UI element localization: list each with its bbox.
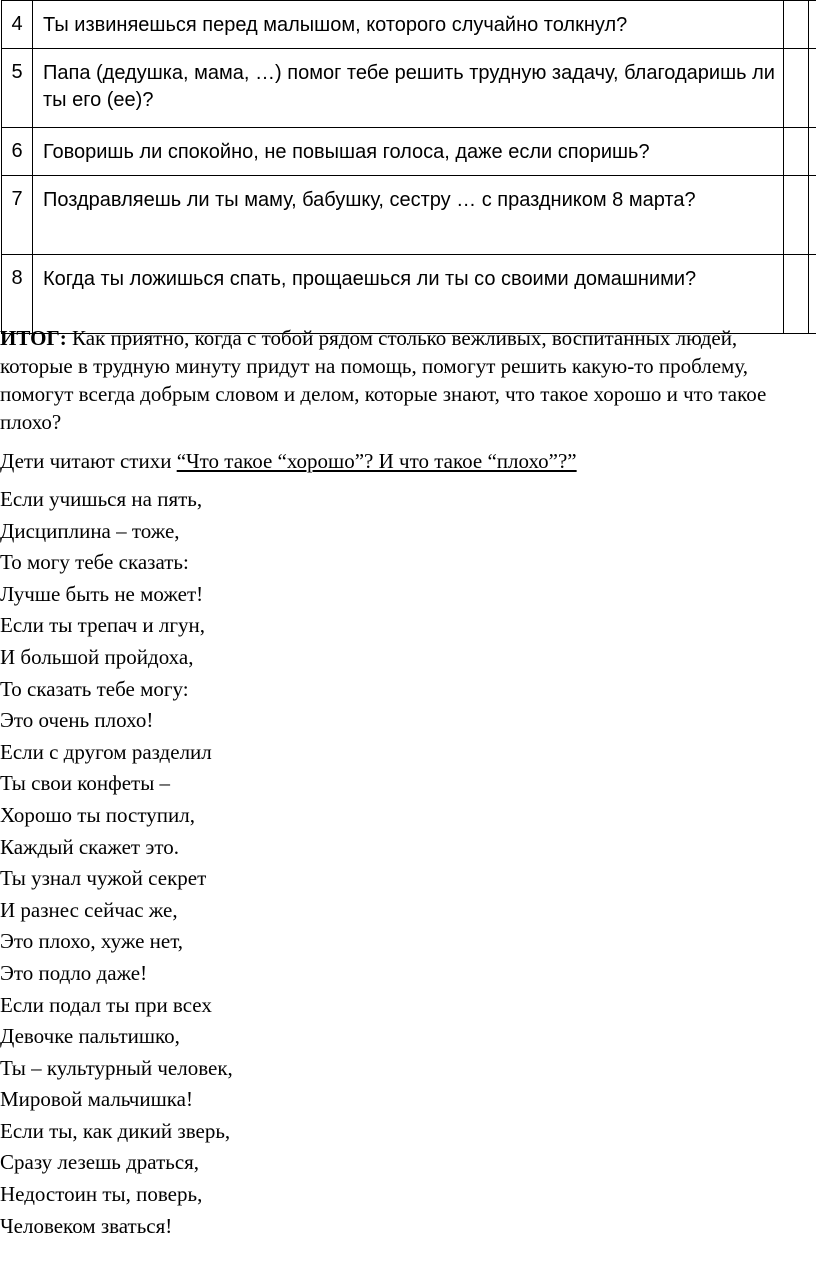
poem-line: Мировой мальчишка! [0, 1087, 193, 1112]
question-number: 8 [2, 255, 33, 334]
poem-line: Это подло даже! [0, 960, 148, 985]
poem-line: Ты – культурный человек, [0, 1055, 233, 1080]
answer-cell-no [809, 255, 816, 334]
summary-paragraph [0, 324, 810, 436]
table-row [2, 176, 816, 255]
poem-line: Каждый скажет это. [0, 834, 180, 859]
answer-cell-no [809, 1, 816, 49]
poem-line: То сказать тебе могу: [0, 676, 189, 701]
poem-intro-prefix: Дети читают стихи [0, 449, 177, 473]
question-text: Говоришь ли спокойно, не повышая голоса, даже если споришь? [33, 128, 784, 176]
answer-cell-yes [784, 128, 809, 176]
question-text: Когда ты ложишься спать, прощаешься ли ты со своими домашними? [33, 255, 784, 334]
poem-line: Ты свои конфеты – [0, 771, 171, 796]
poem-line: Если ты, как дикий зверь, [0, 1118, 231, 1143]
poem-line: Лучше быть не может! [0, 581, 204, 606]
poem-line: Если ты трепач и лгун, [0, 613, 206, 638]
answer-cell-yes [784, 1, 809, 49]
table-row [2, 1, 816, 49]
question-number: 7 [2, 176, 33, 255]
poem-line: Сразу лезешь драться, [0, 1150, 200, 1175]
poem-line: Если подал ты при всех [0, 992, 212, 1017]
poem-line: Дисциплина – тоже, [0, 518, 180, 543]
question-number: 6 [2, 128, 33, 176]
poem-line: Если с другом разделил [0, 739, 212, 764]
answer-cell-no [809, 49, 816, 128]
poem-line: Хорошо ты поступил, [0, 802, 195, 827]
question-text: Поздравляешь ли ты маму, бабушку, сестру … с праздником 8 марта? [33, 176, 784, 255]
answer-cell-yes [784, 255, 809, 334]
poem-line: Человеком зваться! [0, 1213, 173, 1238]
answer-cell-no [809, 128, 816, 176]
poem-intro [0, 447, 577, 475]
question-text: Ты извиняешься перед малышом, которого случайно толкнул? [33, 1, 784, 49]
poem-line: И разнес сейчас же, [0, 897, 178, 922]
poem [0, 484, 233, 1242]
poem-line: Недостоин ты, поверь, [0, 1182, 203, 1207]
poem-line: Девочке пальтишко, [0, 1024, 180, 1049]
summary-label: ИТОГ: [0, 326, 67, 350]
poem-line: Это очень плохо! [0, 708, 154, 733]
answer-cell-yes [784, 49, 809, 128]
table-row [2, 128, 816, 176]
answer-cell-yes [784, 176, 809, 255]
question-number: 4 [2, 1, 33, 49]
poem-line: Ты узнал чужой секрет [0, 866, 207, 891]
poem-line: То могу тебе сказать: [0, 550, 189, 575]
answer-cell-no [809, 176, 816, 255]
table-row [2, 49, 816, 128]
question-text: Папа (дедушка, мама, …) помог тебе решить трудную задачу, благодаришь ли ты его (ее)? [33, 49, 784, 128]
questions-table [1, 0, 816, 334]
table-row [2, 255, 816, 334]
poem-title: “Что такое “хорошо”? И что такое “плохо”?” [176, 449, 577, 473]
summary-text: Как приятно, когда с тобой рядом столько вежливых, воспитанных людей, которые в трудную минуту придут на помощь, помогут решить какую-то проблему, помогут всегда добрым словом и делом, которые знают, что такое хорошо и что такое плохо? [0, 326, 767, 434]
poem-line: И большой пройдоха, [0, 644, 194, 669]
poem-line: Если учишься на пять, [0, 487, 203, 511]
question-number: 5 [2, 49, 33, 128]
poem-line: Это плохо, хуже нет, [0, 929, 184, 954]
